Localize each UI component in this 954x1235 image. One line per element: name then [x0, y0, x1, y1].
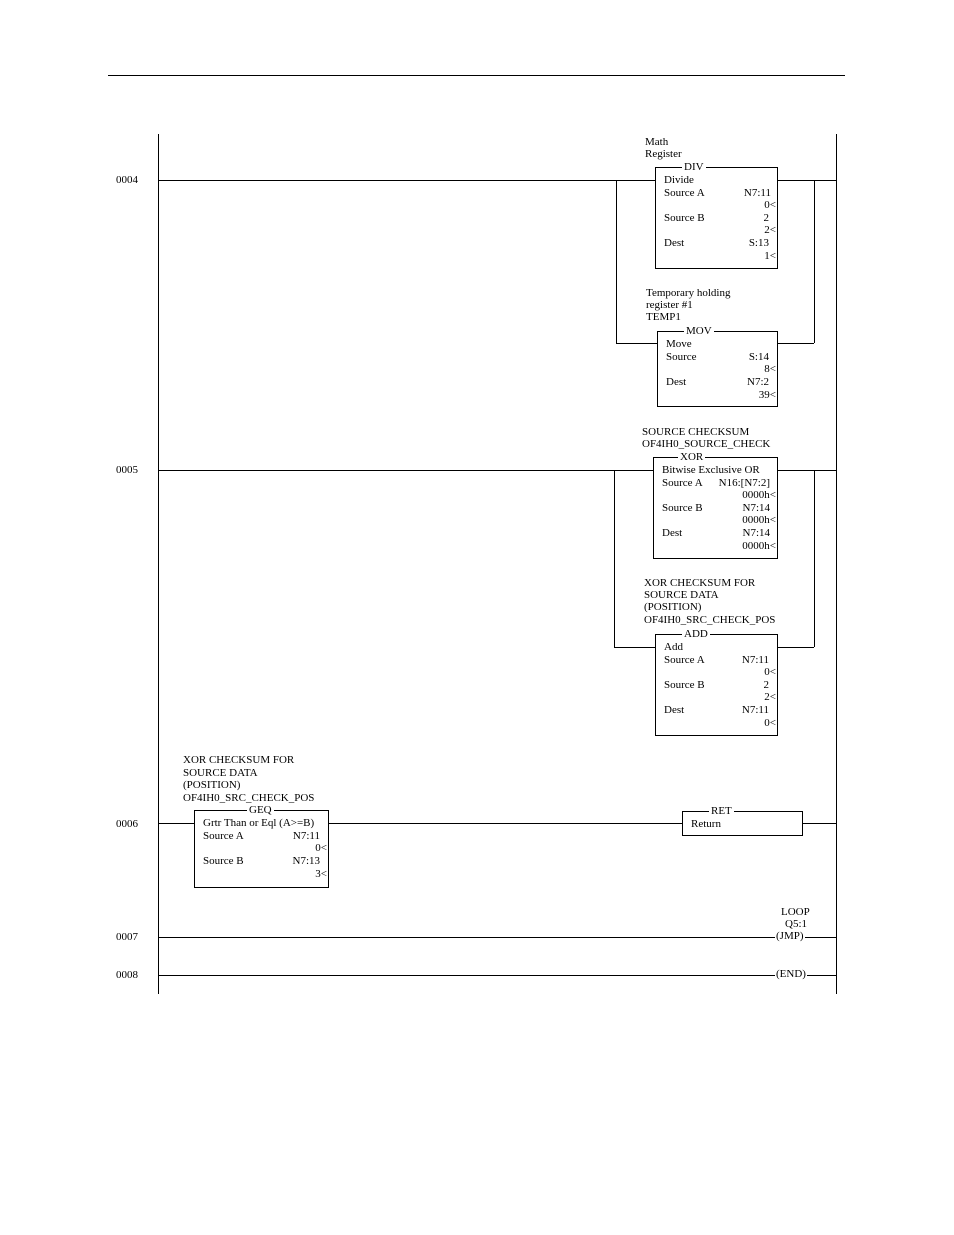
rung-0007-wire — [159, 937, 836, 938]
ret-mnemonic: RET — [711, 805, 732, 817]
add-dest-value: 0< — [764, 717, 776, 729]
mov-mnemonic: MOV — [686, 325, 712, 337]
xor-source-a-address: N16:[N7:2] — [718, 477, 770, 489]
jmp-label-line1: LOOP — [781, 906, 810, 918]
rung-number-0007: 0007 — [116, 931, 138, 943]
rung-number-0004: 0004 — [116, 174, 138, 186]
geq-source-a-address: N7:11 — [292, 830, 320, 842]
div-title: Divide — [664, 174, 694, 186]
add-mnemonic: ADD — [684, 628, 708, 640]
mov-dest-address: N7:2 — [747, 376, 769, 388]
div-source-b-address: 2 — [763, 212, 769, 224]
geq-source-b-value: 3< — [315, 868, 327, 880]
geq-label-line1: XOR CHECKSUM FOR — [183, 754, 295, 766]
geq-title: Grtr Than or Eql (A>=B) — [203, 817, 315, 829]
xor-label-line2: OF4IH0_SOURCE_CHECK — [642, 438, 771, 450]
mov-title: Move — [666, 338, 692, 350]
div-source-b-value: 2< — [764, 224, 776, 236]
add-source-a-label: Source A — [664, 654, 705, 666]
rung-0006-wire-left — [159, 823, 194, 824]
add-instruction-block[interactable] — [655, 628, 778, 736]
ret-instruction-block[interactable] — [682, 805, 803, 836]
mov-dest-value: 39< — [758, 389, 776, 401]
div-instruction-block[interactable] — [655, 161, 778, 269]
right-power-rail — [836, 134, 837, 994]
rung-0006-wire-middle — [327, 823, 682, 824]
div-label-line2: Register — [645, 148, 682, 160]
mov-label-line2: register #1 — [646, 299, 693, 311]
xor-dest-label: Dest — [662, 527, 683, 539]
left-power-rail — [158, 134, 159, 994]
geq-instruction-block[interactable] — [194, 804, 329, 888]
div-source-b-label: Source B — [664, 212, 705, 224]
div-source-a-label: Source A — [664, 187, 705, 199]
geq-source-a-label: Source A — [203, 830, 244, 842]
xor-source-a-value: 0000h< — [742, 489, 776, 501]
add-source-a-address: N7:11 — [741, 654, 769, 666]
xor-dest-address: N7:14 — [742, 527, 770, 539]
xor-instruction-block[interactable] — [653, 451, 778, 559]
div-mnemonic: DIV — [684, 161, 704, 173]
rung-0004-branch-right — [814, 180, 815, 343]
add-source-b-value: 2< — [764, 691, 776, 703]
xor-dest-value: 0000h< — [742, 540, 776, 552]
xor-label-line1: SOURCE CHECKSUM — [642, 426, 750, 438]
add-source-b-address: 2 — [763, 679, 769, 691]
add-dest-address: N7:11 — [741, 704, 769, 716]
add-source-a-value: 0< — [764, 666, 776, 678]
rung-number-0008: 0008 — [116, 969, 138, 981]
rung-0005-wire — [159, 470, 614, 471]
add-source-b-label: Source B — [664, 679, 705, 691]
mov-dest-label: Dest — [666, 376, 687, 388]
xor-source-b-value: 0000h< — [742, 514, 776, 526]
geq-source-b-address: N7:13 — [292, 855, 320, 867]
xor-source-b-address: N7:14 — [742, 502, 770, 514]
rung-0008-wire — [159, 975, 836, 976]
add-label-line1: XOR CHECKSUM FOR — [644, 577, 756, 589]
geq-label-line2: SOURCE DATA — [183, 767, 258, 779]
add-title: Add — [664, 641, 683, 653]
mov-source-address: S:14 — [748, 351, 769, 363]
geq-label-line4: OF4IH0_SRC_CHECK_POS — [183, 792, 315, 804]
jmp-coil[interactable]: (JMP) — [776, 930, 804, 942]
header-rule — [108, 75, 845, 76]
rung-0004-branch-left — [616, 180, 617, 343]
geq-source-a-value: 0< — [315, 842, 327, 854]
mov-source-label: Source — [666, 351, 697, 363]
rung-number-0005: 0005 — [116, 464, 138, 476]
jmp-label-line2: Q5:1 — [785, 918, 807, 930]
div-dest-address: S:13 — [748, 237, 769, 249]
div-label-line1: Math — [645, 136, 669, 148]
mov-label-line1: Temporary holding — [646, 287, 731, 299]
rung-0005-branch-left — [614, 470, 615, 647]
rung-0004-wire — [159, 180, 616, 181]
div-dest-value: 1< — [764, 250, 776, 262]
rung-0006-wire-right — [802, 823, 836, 824]
rung-number-0006: 0006 — [116, 818, 138, 830]
add-label-line3: (POSITION) — [644, 601, 702, 613]
ret-title: Return — [691, 818, 721, 830]
geq-source-b-label: Source B — [203, 855, 244, 867]
geq-mnemonic: GEQ — [249, 804, 272, 816]
mov-instruction-block[interactable] — [657, 325, 778, 407]
xor-mnemonic: XOR — [680, 451, 704, 463]
add-label-line4: OF4IH0_SRC_CHECK_POS — [644, 614, 776, 626]
end-coil[interactable]: (END) — [776, 968, 806, 980]
add-dest-label: Dest — [664, 704, 685, 716]
div-dest-label: Dest — [664, 237, 685, 249]
mov-source-value: 8< — [764, 363, 776, 375]
add-label-line2: SOURCE DATA — [644, 589, 719, 601]
xor-source-b-label: Source B — [662, 502, 703, 514]
mov-label-line3: TEMP1 — [646, 311, 681, 323]
xor-source-a-label: Source A — [662, 477, 703, 489]
xor-title: Bitwise Exclusive OR — [662, 464, 760, 476]
div-source-a-address: N7:11 — [743, 187, 771, 199]
rung-0005-branch-right — [814, 470, 815, 647]
geq-label-line3: (POSITION) — [183, 779, 241, 791]
div-source-a-value: 0< — [764, 199, 776, 211]
